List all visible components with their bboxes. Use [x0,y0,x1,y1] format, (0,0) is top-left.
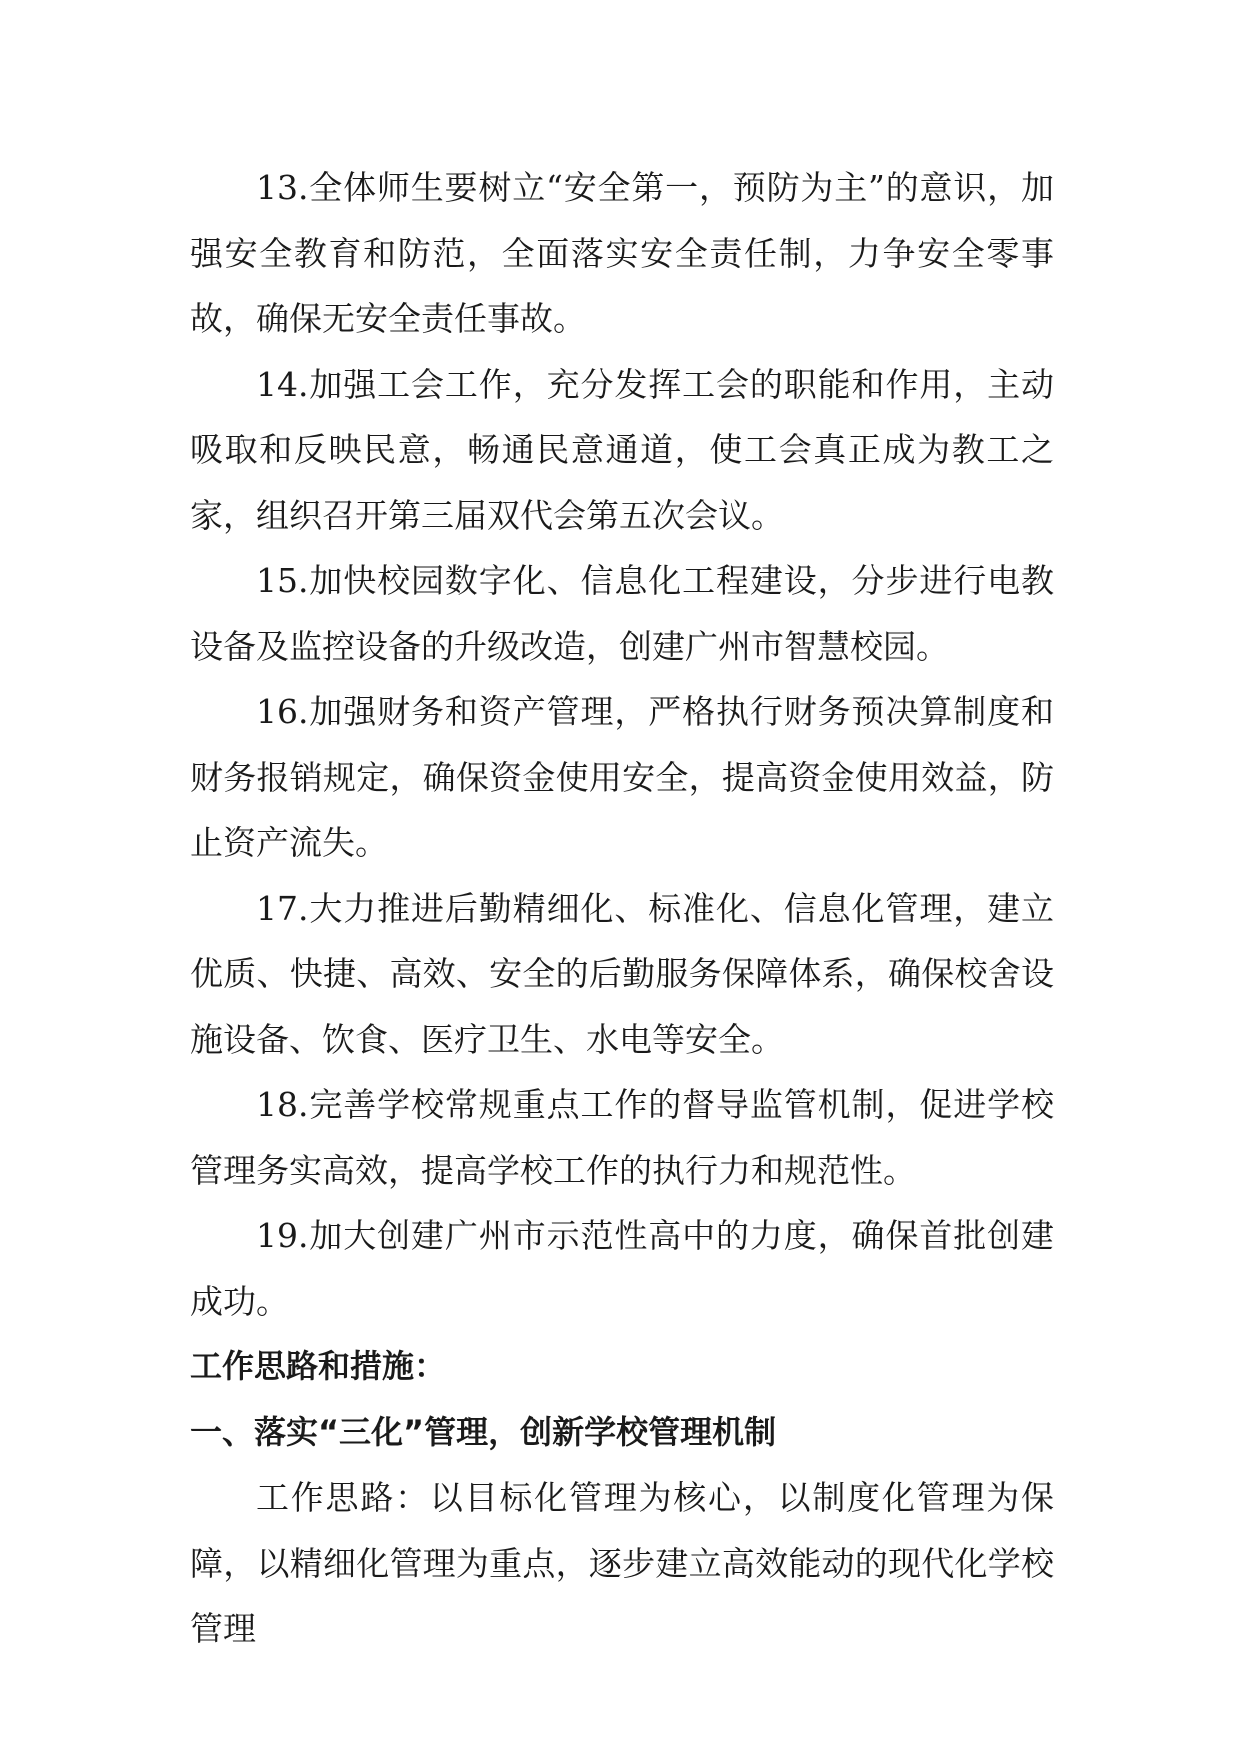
paragraph-item-17: 17.大力推进后勤精细化、标准化、信息化管理，建立优质、快捷、高效、安全的后勤服务保障体系，确保校舍设施设备、饮食、医疗卫生、水电等安全。 [190,888,1054,1059]
subsection-title: 一、落实“三化”管理，创新学校管理机制 [190,1412,777,1451]
paragraph-item-15: 15.加快校园数字化、信息化工程建设，分步进行电教设备及监控设备的升级改造，创建广州市智慧校园。 [190,561,1054,666]
work-approach-paragraph: 工作思路：以目标化管理为核心，以制度化管理为保障，以精细化管理为重点，逐步建立高效能动的现代化学校管理 [190,1478,1054,1648]
paragraph-item-14: 14.加强工会工作，充分发挥工会的职能和作用，主动吸取和反映民意，畅通民意通道，使工会真正成为教工之家，组织召开第三届双代会第五次会议。 [190,364,1054,535]
paragraph-item-13: 13.全体师生要树立“安全第一，预防为主”的意识，加强安全教育和防范，全面落实安全责任制，力争安全零事故，确保无安全责任事故。 [190,168,1054,338]
paragraph-item-18: 18.完善学校常规重点工作的督导监管机制，促进学校管理务实高效，提高学校工作的执行力和规范性。 [190,1085,1054,1190]
document-body [190,155,1054,1662]
paragraph-item-16: 16.加强财务和资产管理，严格执行财务预决算制度和财务报销规定，确保资金使用安全，提高资金使用效益，防止资产流失。 [190,692,1054,862]
section-title: 工作思路和措施： [190,1347,447,1385]
paragraph-item-19: 19.加大创建广州市示范性高中的力度，确保首批创建成功。 [190,1216,1054,1321]
